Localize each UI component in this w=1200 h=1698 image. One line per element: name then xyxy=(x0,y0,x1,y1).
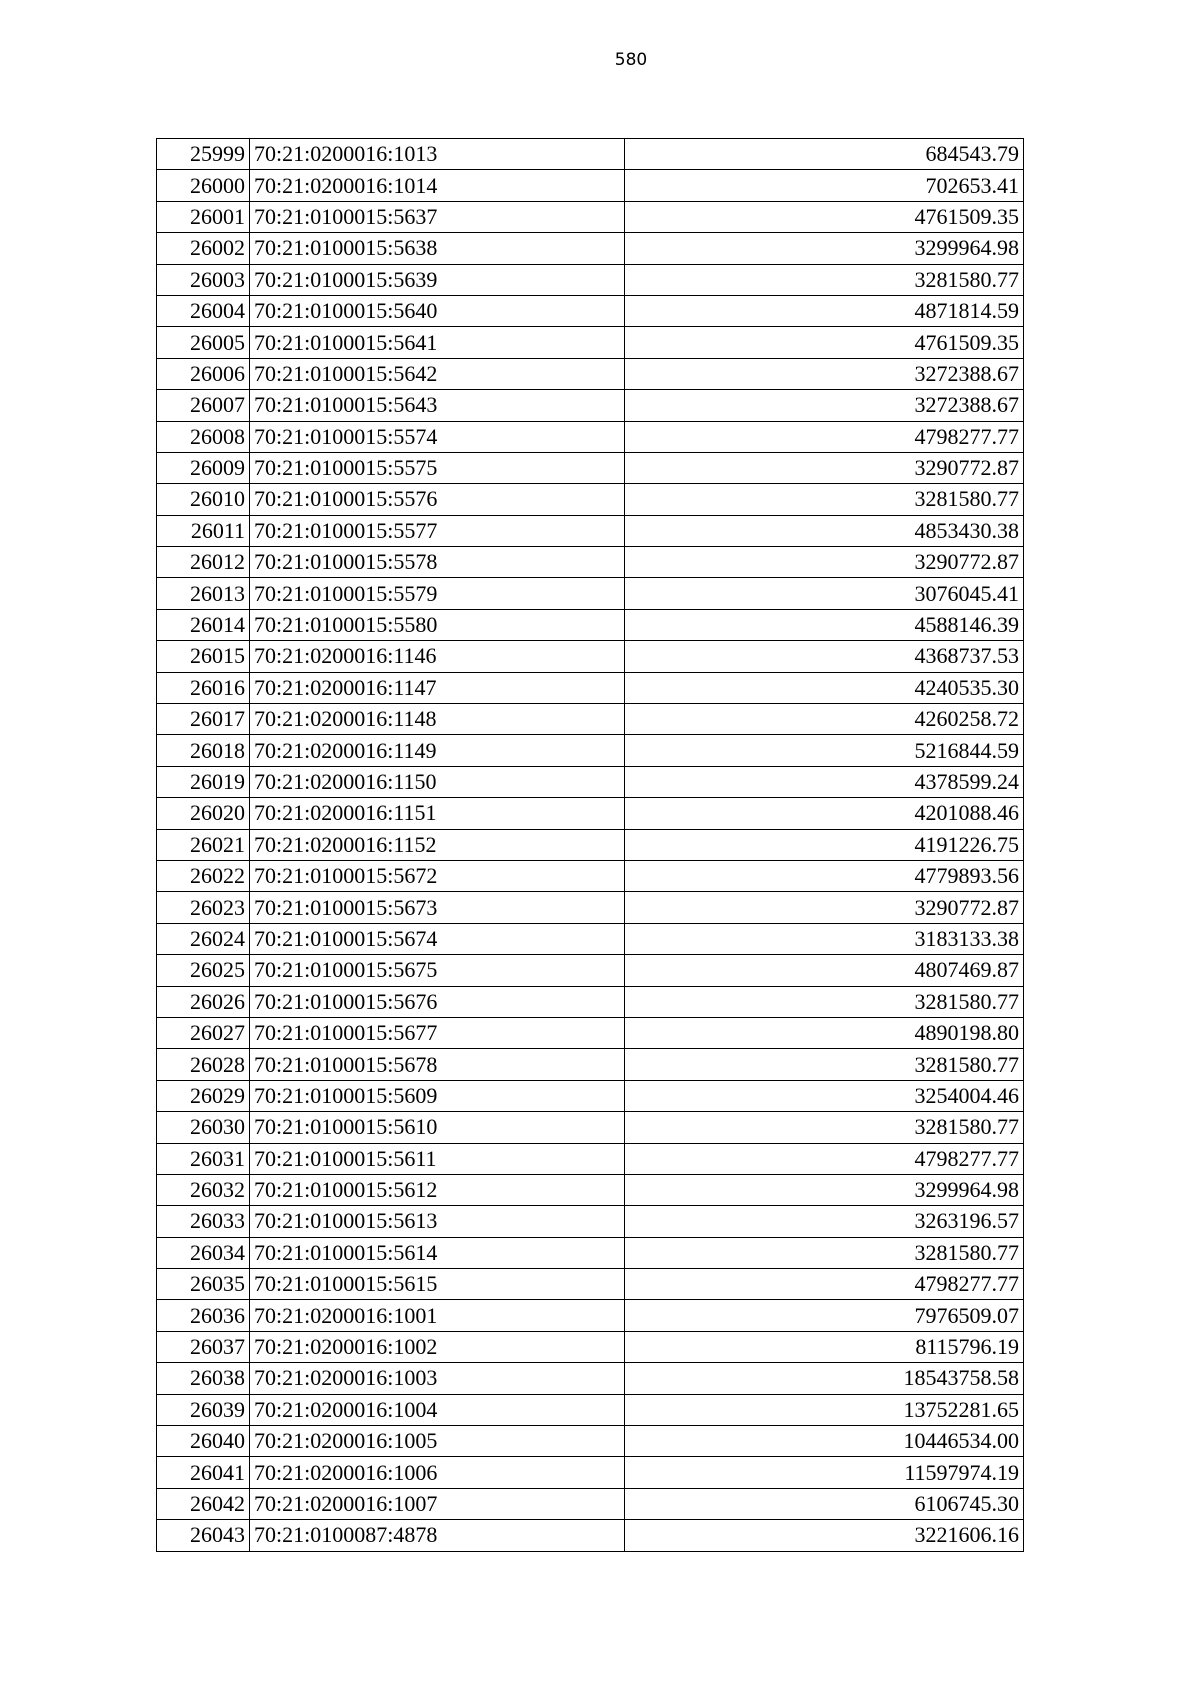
row-number-cell: 26023 xyxy=(157,892,250,923)
cadastral-value-cell: 3183133.38 xyxy=(625,923,1024,954)
cadastral-number-cell: 70:21:0100015:5641 xyxy=(250,327,625,358)
row-number-cell: 26042 xyxy=(157,1488,250,1519)
table-row xyxy=(157,986,1024,1017)
table-row xyxy=(157,1457,1024,1488)
cadastral-value-cell: 4779893.56 xyxy=(625,860,1024,891)
table-row xyxy=(157,170,1024,201)
row-number-cell: 26022 xyxy=(157,860,250,891)
cadastral-number-cell: 70:21:0200016:1150 xyxy=(250,766,625,797)
cadastral-value-cell: 4890198.80 xyxy=(625,1017,1024,1048)
row-number-cell: 26006 xyxy=(157,358,250,389)
table-row xyxy=(157,1206,1024,1237)
table-row xyxy=(157,484,1024,515)
cadastral-number-cell: 70:21:0100015:5577 xyxy=(250,515,625,546)
table-row xyxy=(157,515,1024,546)
page-number: 580 xyxy=(614,50,648,70)
row-number-cell: 26015 xyxy=(157,641,250,672)
table-row xyxy=(157,798,1024,829)
table-row xyxy=(157,264,1024,295)
table-row xyxy=(157,923,1024,954)
cadastral-number-cell: 70:21:0200016:1152 xyxy=(250,829,625,860)
cadastral-number-cell: 70:21:0100015:5575 xyxy=(250,452,625,483)
cadastral-value-cell: 4588146.39 xyxy=(625,609,1024,640)
table-row xyxy=(157,704,1024,735)
cadastral-value-cell: 11597974.19 xyxy=(625,1457,1024,1488)
row-number-cell: 26035 xyxy=(157,1269,250,1300)
cadastral-value-cell: 3272388.67 xyxy=(625,390,1024,421)
cadastral-value-cell: 3076045.41 xyxy=(625,578,1024,609)
cadastral-number-cell: 70:21:0200016:1146 xyxy=(250,641,625,672)
row-number-cell: 26040 xyxy=(157,1426,250,1457)
cadastral-number-cell: 70:21:0100015:5614 xyxy=(250,1237,625,1268)
table-row xyxy=(157,860,1024,891)
table-row xyxy=(157,1143,1024,1174)
table-row xyxy=(157,1520,1024,1551)
row-number-cell: 26001 xyxy=(157,201,250,232)
cadastral-number-cell: 70:21:0200016:1149 xyxy=(250,735,625,766)
cadastral-value-cell: 10446534.00 xyxy=(625,1426,1024,1457)
cadastral-number-cell: 70:21:0100015:5674 xyxy=(250,923,625,954)
cadastral-number-cell: 70:21:0100015:5638 xyxy=(250,233,625,264)
row-number-cell: 26028 xyxy=(157,1049,250,1080)
cadastral-number-cell: 70:21:0200016:1151 xyxy=(250,798,625,829)
cadastral-value-cell: 3281580.77 xyxy=(625,1049,1024,1080)
row-number-cell: 26000 xyxy=(157,170,250,201)
row-number-cell: 26029 xyxy=(157,1080,250,1111)
row-number-cell: 26026 xyxy=(157,986,250,1017)
cadastral-number-cell: 70:21:0100015:5640 xyxy=(250,295,625,326)
table-row xyxy=(157,766,1024,797)
cadastral-value-cell: 3290772.87 xyxy=(625,452,1024,483)
cadastral-number-cell: 70:21:0200016:1001 xyxy=(250,1300,625,1331)
row-number-cell: 26010 xyxy=(157,484,250,515)
row-number-cell: 26017 xyxy=(157,704,250,735)
cadastral-value-cell: 4378599.24 xyxy=(625,766,1024,797)
cadastral-number-cell: 70:21:0200016:1002 xyxy=(250,1331,625,1362)
cadastral-value-cell: 4761509.35 xyxy=(625,201,1024,232)
table-row xyxy=(157,892,1024,923)
table-row xyxy=(157,829,1024,860)
table-row xyxy=(157,1174,1024,1205)
table-row xyxy=(157,295,1024,326)
table-row xyxy=(157,1331,1024,1362)
table-row xyxy=(157,1488,1024,1519)
row-number-cell: 26039 xyxy=(157,1394,250,1425)
cadastral-value-cell: 4807469.87 xyxy=(625,955,1024,986)
cadastral-value-cell: 4191226.75 xyxy=(625,829,1024,860)
table-row xyxy=(157,672,1024,703)
table-row xyxy=(157,955,1024,986)
table-row xyxy=(157,547,1024,578)
cadastral-value-cell: 3254004.46 xyxy=(625,1080,1024,1111)
table-row xyxy=(157,452,1024,483)
cadastral-number-cell: 70:21:0100015:5672 xyxy=(250,860,625,891)
cadastral-value-cell: 3290772.87 xyxy=(625,547,1024,578)
cadastral-number-cell: 70:21:0100015:5676 xyxy=(250,986,625,1017)
row-number-cell: 26032 xyxy=(157,1174,250,1205)
cadastral-number-cell: 70:21:0100015:5580 xyxy=(250,609,625,640)
row-number-cell: 26041 xyxy=(157,1457,250,1488)
cadastral-value-cell: 4871814.59 xyxy=(625,295,1024,326)
cadastral-number-cell: 70:21:0100087:4878 xyxy=(250,1520,625,1551)
cadastral-number-cell: 70:21:0100015:5678 xyxy=(250,1049,625,1080)
row-number-cell: 26037 xyxy=(157,1331,250,1362)
cadastral-value-cell: 4853430.38 xyxy=(625,515,1024,546)
table-row xyxy=(157,641,1024,672)
table-row xyxy=(157,358,1024,389)
cadastral-value-cell: 8115796.19 xyxy=(625,1331,1024,1362)
cadastral-number-cell: 70:21:0200016:1014 xyxy=(250,170,625,201)
cadastral-number-cell: 70:21:0100015:5643 xyxy=(250,390,625,421)
cadastral-number-cell: 70:21:0100015:5609 xyxy=(250,1080,625,1111)
cadastral-value-cell: 4201088.46 xyxy=(625,798,1024,829)
row-number-cell: 26005 xyxy=(157,327,250,358)
cadastral-number-cell: 70:21:0100015:5675 xyxy=(250,955,625,986)
cadastral-number-cell: 70:21:0200016:1003 xyxy=(250,1363,625,1394)
cadastral-number-cell: 70:21:0100015:5612 xyxy=(250,1174,625,1205)
cadastral-value-cell: 3290772.87 xyxy=(625,892,1024,923)
row-number-cell: 26002 xyxy=(157,233,250,264)
cadastral-number-cell: 70:21:0200016:1006 xyxy=(250,1457,625,1488)
cadastral-number-cell: 70:21:0100015:5637 xyxy=(250,201,625,232)
table-row xyxy=(157,1269,1024,1300)
row-number-cell: 26007 xyxy=(157,390,250,421)
table-row xyxy=(157,1237,1024,1268)
cadastral-value-cell: 5216844.59 xyxy=(625,735,1024,766)
table-row xyxy=(157,1112,1024,1143)
table-row xyxy=(157,1363,1024,1394)
cadastral-number-cell: 70:21:0100015:5578 xyxy=(250,547,625,578)
row-number-cell: 26034 xyxy=(157,1237,250,1268)
cadastral-value-cell: 4761509.35 xyxy=(625,327,1024,358)
row-number-cell: 26027 xyxy=(157,1017,250,1048)
row-number-cell: 26014 xyxy=(157,609,250,640)
cadastral-number-cell: 70:21:0100015:5677 xyxy=(250,1017,625,1048)
table-row xyxy=(157,390,1024,421)
cadastral-number-cell: 70:21:0100015:5610 xyxy=(250,1112,625,1143)
cadastral-number-cell: 70:21:0200016:1147 xyxy=(250,672,625,703)
table-row xyxy=(157,1394,1024,1425)
cadastral-value-cell: 3221606.16 xyxy=(625,1520,1024,1551)
table-row xyxy=(157,1049,1024,1080)
cadastral-number-cell: 70:21:0100015:5579 xyxy=(250,578,625,609)
cadastral-value-cell: 18543758.58 xyxy=(625,1363,1024,1394)
table-row xyxy=(157,609,1024,640)
cadastral-value-cell: 6106745.30 xyxy=(625,1488,1024,1519)
row-number-cell: 26036 xyxy=(157,1300,250,1331)
cadastral-value-cell: 4798277.77 xyxy=(625,1269,1024,1300)
row-number-cell: 26033 xyxy=(157,1206,250,1237)
cadastral-number-cell: 70:21:0200016:1004 xyxy=(250,1394,625,1425)
table-row xyxy=(157,201,1024,232)
row-number-cell: 26009 xyxy=(157,452,250,483)
cadastral-value-cell: 3272388.67 xyxy=(625,358,1024,389)
row-number-cell: 26004 xyxy=(157,295,250,326)
table-row xyxy=(157,233,1024,264)
cadastral-value-cell: 3263196.57 xyxy=(625,1206,1024,1237)
cadastral-number-cell: 70:21:0200016:1148 xyxy=(250,704,625,735)
row-number-cell: 26012 xyxy=(157,547,250,578)
cadastral-number-cell: 70:21:0100015:5615 xyxy=(250,1269,625,1300)
row-number-cell: 25999 xyxy=(157,139,250,170)
row-number-cell: 26019 xyxy=(157,766,250,797)
cadastral-value-cell: 4798277.77 xyxy=(625,421,1024,452)
row-number-cell: 26030 xyxy=(157,1112,250,1143)
row-number-cell: 26008 xyxy=(157,421,250,452)
cadastral-number-cell: 70:21:0100015:5574 xyxy=(250,421,625,452)
row-number-cell: 26025 xyxy=(157,955,250,986)
cadastral-number-cell: 70:21:0200016:1013 xyxy=(250,139,625,170)
cadastral-value-cell: 7976509.07 xyxy=(625,1300,1024,1331)
row-number-cell: 26021 xyxy=(157,829,250,860)
cadastral-value-cell: 3281580.77 xyxy=(625,986,1024,1017)
cadastral-number-cell: 70:21:0200016:1007 xyxy=(250,1488,625,1519)
cadastral-value-cell: 702653.41 xyxy=(625,170,1024,201)
cadastral-value-table xyxy=(156,138,1024,1552)
row-number-cell: 26038 xyxy=(157,1363,250,1394)
table-row xyxy=(157,578,1024,609)
cadastral-number-cell: 70:21:0100015:5673 xyxy=(250,892,625,923)
row-number-cell: 26020 xyxy=(157,798,250,829)
table-row xyxy=(157,1017,1024,1048)
table-row xyxy=(157,327,1024,358)
cadastral-number-cell: 70:21:0100015:5639 xyxy=(250,264,625,295)
cadastral-value-cell: 4260258.72 xyxy=(625,704,1024,735)
cadastral-number-cell: 70:21:0100015:5642 xyxy=(250,358,625,389)
cadastral-value-cell: 3299964.98 xyxy=(625,233,1024,264)
row-number-cell: 26013 xyxy=(157,578,250,609)
row-number-cell: 26024 xyxy=(157,923,250,954)
cadastral-value-cell: 3299964.98 xyxy=(625,1174,1024,1205)
table-row xyxy=(157,1426,1024,1457)
cadastral-number-cell: 70:21:0100015:5576 xyxy=(250,484,625,515)
cadastral-value-cell: 3281580.77 xyxy=(625,1237,1024,1268)
table-row xyxy=(157,735,1024,766)
cadastral-value-cell: 3281580.77 xyxy=(625,1112,1024,1143)
cadastral-value-cell: 4368737.53 xyxy=(625,641,1024,672)
row-number-cell: 26016 xyxy=(157,672,250,703)
table-row xyxy=(157,421,1024,452)
row-number-cell: 26011 xyxy=(157,515,250,546)
cadastral-number-cell: 70:21:0200016:1005 xyxy=(250,1426,625,1457)
row-number-cell: 26043 xyxy=(157,1520,250,1551)
cadastral-value-cell: 4240535.30 xyxy=(625,672,1024,703)
cadastral-number-cell: 70:21:0100015:5611 xyxy=(250,1143,625,1174)
table-row xyxy=(157,1300,1024,1331)
cadastral-value-cell: 3281580.77 xyxy=(625,484,1024,515)
cadastral-value-cell: 13752281.65 xyxy=(625,1394,1024,1425)
table-row xyxy=(157,1080,1024,1111)
cadastral-number-cell: 70:21:0100015:5613 xyxy=(250,1206,625,1237)
table-body xyxy=(157,139,1024,1552)
row-number-cell: 26003 xyxy=(157,264,250,295)
row-number-cell: 26018 xyxy=(157,735,250,766)
cadastral-value-cell: 4798277.77 xyxy=(625,1143,1024,1174)
cadastral-value-cell: 684543.79 xyxy=(625,139,1024,170)
cadastral-value-cell: 3281580.77 xyxy=(625,264,1024,295)
table-row xyxy=(157,139,1024,170)
row-number-cell: 26031 xyxy=(157,1143,250,1174)
